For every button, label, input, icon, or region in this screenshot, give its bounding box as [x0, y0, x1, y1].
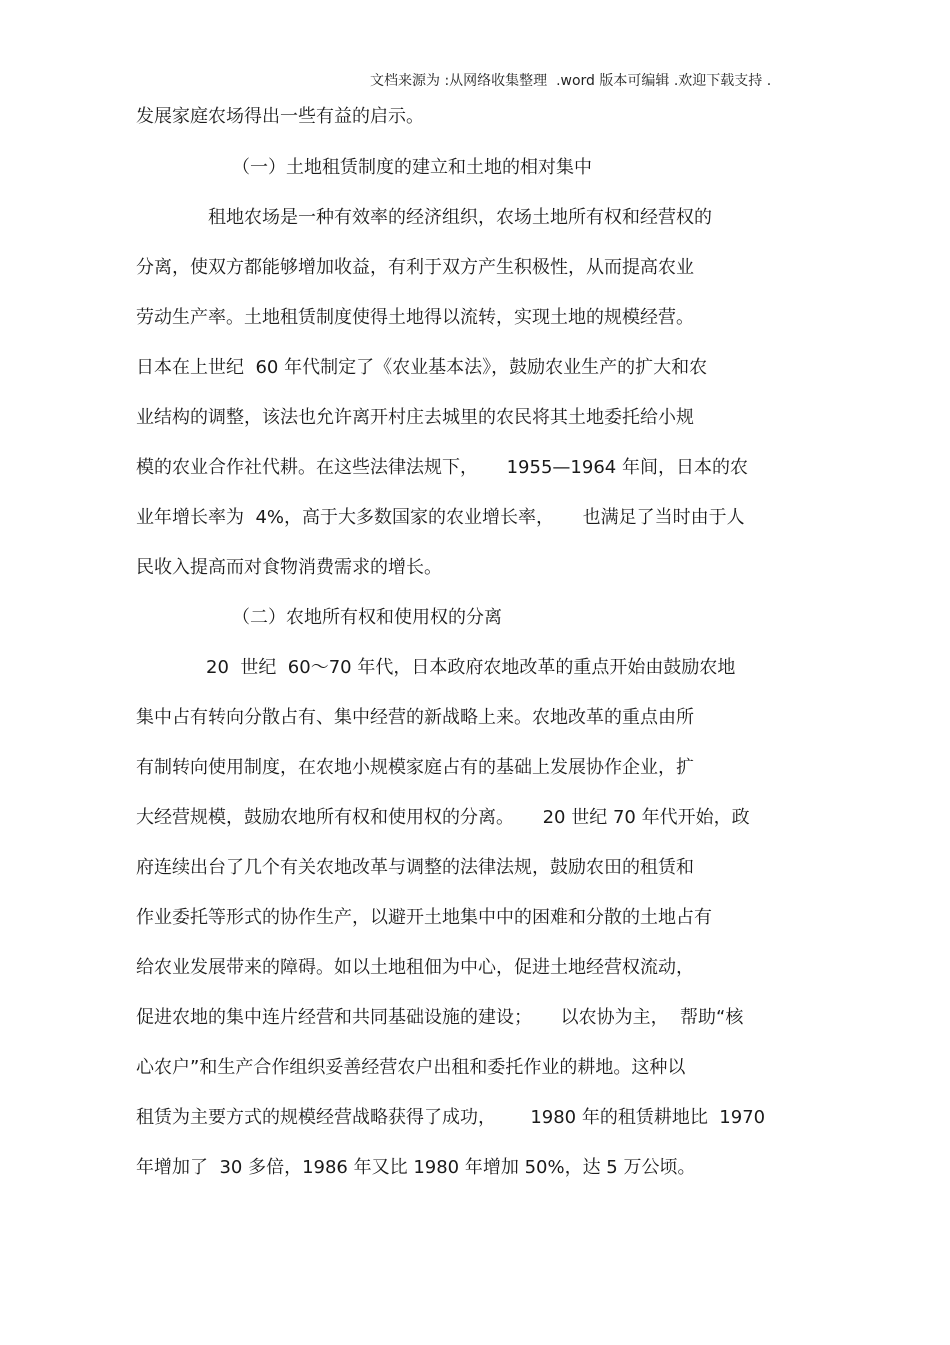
text-line: 府连续出台了几个有关农地改革与调整的法律法规，鼓励农田的租赁和	[136, 857, 694, 878]
text-line: 日本在上世纪 60 年代制定了《农业基本法》，鼓励农业生产的扩大和农	[136, 357, 708, 378]
text-line: 租赁为主要方式的规模经营战略获得了成功， 1980 年的租赁耕地比 1970	[136, 1107, 766, 1128]
text-line: 20 世纪 60～70 年代，日本政府农地改革的重点开始由鼓励农地	[206, 657, 736, 678]
text-line: 集中占有转向分散占有、集中经营的新战略上来。农地改革的重点由所	[136, 707, 694, 728]
text-line: 大经营规模，鼓励农地所有权和使用权的分离。 20 世纪 70 年代开始，政	[136, 807, 750, 828]
text-line: 作业委托等形式的协作生产，以避开土地集中中的困难和分散的土地占有	[136, 907, 712, 928]
text-line: 给农业发展带来的障碍。如以土地租佃为中心，促进土地经营权流动，	[136, 957, 694, 978]
text-line: 劳动生产率。土地租赁制度使得土地得以流转，实现土地的规模经营。	[136, 307, 694, 328]
text-line: 有制转向使用制度，在农地小规模家庭占有的基础上发展协作企业，扩	[136, 757, 694, 778]
text-line: 业结构的调整，该法也允许离开村庄去城里的农民将其土地委托给小规	[136, 407, 694, 428]
text-line: 民收入提高而对食物消费需求的增长。	[136, 557, 442, 578]
section-heading: （二）农地所有权和使用权的分离	[232, 607, 502, 628]
text-line: 发展家庭农场得出一些有益的启示。	[136, 106, 424, 127]
text-line: 年增加了 30 多倍，1986 年又比 1980 年增加 50%，达 5 万公顷。	[136, 1157, 696, 1178]
text-line: 促进农地的集中连片经营和共同基础设施的建设； 以农协为主， 帮助“核	[136, 1007, 744, 1028]
text-line: 心农户”和生产合作组织妥善经营农户出租和委托作业的耕地。这种以	[136, 1057, 686, 1078]
text-line: 模的农业合作社代耕。在这些法律法规下， 1955—1964 年间，日本的农	[136, 457, 748, 478]
text-line: 业年增长率为 4%，高于大多数国家的农业增长率， 也满足了当时由于人	[136, 507, 745, 528]
text-line: 分离，使双方都能够增加收益，有利于双方产生积极性，从而提高农业	[136, 257, 694, 278]
page-header: 文档来源为 :从网络收集整理 .word 版本可编辑 .欢迎下载支持 .	[370, 73, 772, 89]
text-line: 租地农场是一种有效率的经济组织，农场土地所有权和经营权的	[208, 207, 712, 228]
section-heading: （一）土地租赁制度的建立和土地的相对集中	[232, 157, 592, 178]
